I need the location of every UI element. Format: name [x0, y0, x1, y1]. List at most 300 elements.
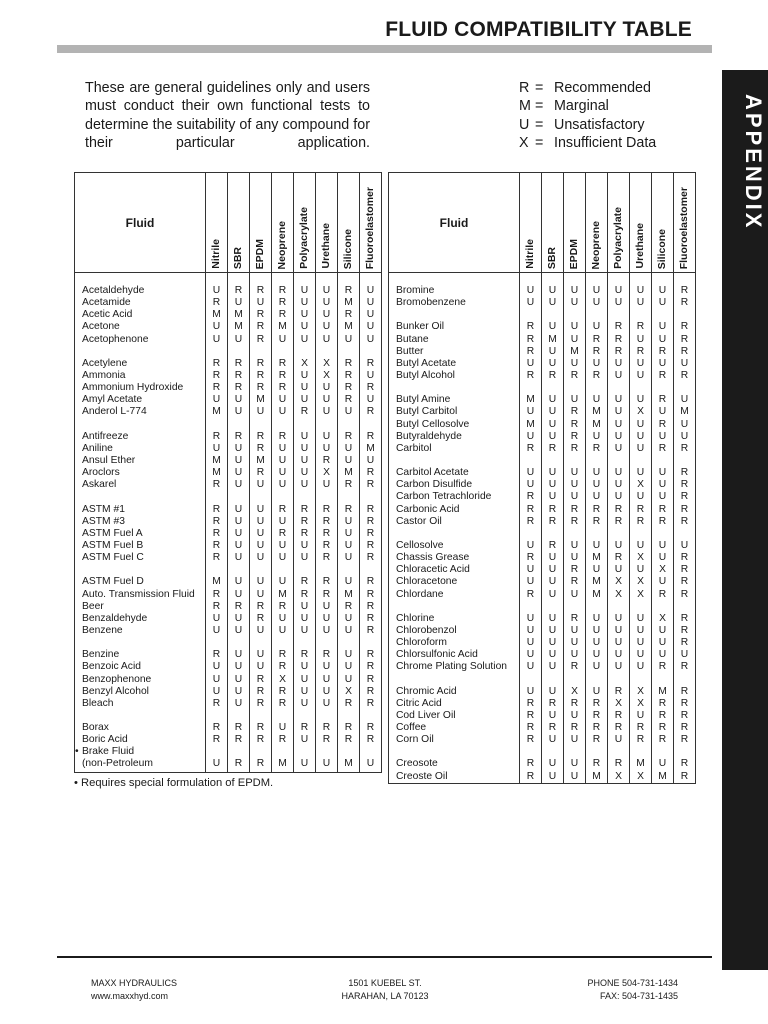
- rating-cell: U: [636, 661, 645, 673]
- row-gap: [396, 382, 519, 394]
- row-gap: [338, 346, 359, 358]
- material-header-label: Silicone: [656, 228, 668, 269]
- fluid-name: [82, 321, 205, 333]
- rating-cell: R: [300, 527, 309, 539]
- legend-code: X: [519, 135, 529, 152]
- material-header: [542, 173, 564, 273]
- rating-cell: R: [570, 503, 579, 515]
- footer-address-line2: HARAHAN, LA 70123: [341, 990, 429, 1001]
- rating-cell: R: [366, 673, 375, 685]
- rating-cell: U: [256, 649, 265, 661]
- rating-cell: U: [234, 454, 243, 466]
- row-gap: [586, 382, 607, 394]
- rating-cell: U: [570, 285, 579, 296]
- fluid-name: [82, 540, 205, 552]
- rating-cell: M: [592, 576, 601, 588]
- fluid-names-column: [389, 273, 520, 784]
- fluid-name-text: Coffee: [396, 722, 427, 734]
- rating-cell: R: [658, 697, 667, 709]
- rating-cell: R: [570, 612, 579, 624]
- rating-cell: R: [278, 685, 287, 697]
- row-gap: [652, 601, 673, 613]
- rating-cell: X: [637, 552, 644, 564]
- row-gap: [564, 382, 585, 394]
- legend-equals: =: [535, 116, 544, 133]
- rating-cell: R: [234, 369, 243, 381]
- rating-cell: U: [658, 479, 667, 491]
- fluid-name: [82, 722, 205, 734]
- fluid-name: [396, 540, 519, 552]
- rating-cell: X: [637, 685, 644, 697]
- rating-cell: R: [680, 637, 689, 649]
- row-gap: [338, 710, 359, 722]
- row-gap: [674, 528, 695, 540]
- rating-cell: U: [592, 467, 601, 479]
- fluid-name: [396, 516, 519, 528]
- row-gap: [586, 674, 607, 686]
- rating-cell: R: [344, 369, 353, 381]
- rating-cell: R: [526, 770, 535, 782]
- fluid-name-text: Aniline: [82, 442, 113, 454]
- rating-cell: U: [344, 552, 353, 564]
- fluid-name-text: Ansul Ether: [82, 454, 136, 466]
- rating-cell: U: [256, 576, 265, 588]
- rating-cell: R: [366, 624, 375, 636]
- rating-cell: R: [344, 394, 353, 406]
- rating-cell: U: [658, 321, 667, 333]
- fluid-name: [75, 746, 205, 758]
- rating-cell: U: [658, 576, 667, 588]
- rating-cell: R: [636, 503, 645, 515]
- rating-cell: R: [614, 321, 623, 333]
- row-gap: [82, 346, 205, 358]
- rating-cell: R: [344, 430, 353, 442]
- rating-cell: R: [344, 382, 353, 394]
- rating-cell: R: [256, 285, 265, 296]
- rating-cell: U: [322, 321, 331, 333]
- rating-cell: U: [680, 649, 689, 661]
- rating-cell: U: [234, 515, 243, 527]
- rating-cell: R: [212, 369, 221, 381]
- rating-cell: R: [680, 297, 689, 309]
- fluid-name: [82, 758, 205, 770]
- rating-cell: U: [636, 369, 645, 381]
- rating-cell: U: [570, 321, 579, 333]
- rating-cell: R: [256, 309, 265, 321]
- rating-cell: U: [680, 539, 689, 551]
- rating-cell: R: [278, 600, 287, 612]
- row-gap: [206, 710, 227, 722]
- rating-cell: U: [212, 685, 221, 697]
- rating-cell: U: [322, 685, 331, 697]
- row-gap: [520, 382, 541, 394]
- rating-cell: R: [592, 722, 601, 734]
- rating-cell: U: [658, 637, 667, 649]
- rating-cell: U: [636, 297, 645, 309]
- rating-cell: M: [526, 418, 535, 430]
- legend-code: M: [519, 98, 531, 115]
- row-gap: [652, 382, 673, 394]
- row-gap: [294, 419, 315, 431]
- rating-column: [250, 273, 272, 773]
- rating-cell: U: [614, 430, 623, 442]
- rating-cell: U: [614, 418, 623, 430]
- rating-cell: R: [344, 600, 353, 612]
- rating-cell: R: [636, 345, 645, 357]
- material-header-label: Polyacrylate: [612, 207, 624, 269]
- rating-cell: U: [234, 527, 243, 539]
- row-gap: [338, 419, 359, 431]
- rating-cell: R: [344, 697, 353, 709]
- fluid-name: [396, 443, 519, 455]
- rating-cell: R: [234, 382, 243, 394]
- rating-cell: U: [344, 576, 353, 588]
- rating-cell: R: [680, 624, 689, 636]
- rating-cell: U: [658, 491, 667, 503]
- rating-cell: U: [526, 467, 535, 479]
- row-gap: [564, 746, 585, 758]
- rating-cell: M: [278, 321, 287, 333]
- fluid-name: [396, 419, 519, 431]
- fluid-name: [82, 686, 205, 698]
- rating-cell: M: [344, 297, 353, 309]
- rating-cell: R: [658, 588, 667, 600]
- rating-cell: U: [636, 333, 645, 345]
- rating-cell: U: [548, 406, 557, 418]
- rating-cell: R: [614, 709, 623, 721]
- fluid-name: [396, 734, 519, 746]
- fluid-name-text: Butter: [396, 345, 424, 357]
- row-gap: [608, 382, 629, 394]
- rating-cell: R: [614, 503, 623, 515]
- rating-cell: U: [344, 442, 353, 454]
- rating-cell: R: [570, 564, 579, 576]
- rating-cell: U: [234, 297, 243, 309]
- rating-cell: R: [366, 503, 375, 515]
- rating-cell: X: [615, 588, 622, 600]
- row-gap: [338, 564, 359, 576]
- rating-cell: U: [592, 661, 601, 673]
- rating-cell: R: [366, 552, 375, 564]
- rating-cell: R: [322, 734, 331, 746]
- rating-cell: U: [636, 539, 645, 551]
- rating-cell: U: [680, 418, 689, 430]
- rating-cell: R: [300, 515, 309, 527]
- rating-cell: R: [300, 576, 309, 588]
- rating-cell: R: [570, 406, 579, 418]
- rating-cell: U: [366, 321, 375, 333]
- fluid-name: [82, 661, 205, 673]
- rating-cell: R: [212, 479, 221, 491]
- rating-cell: M: [344, 467, 353, 479]
- row-gap: [652, 528, 673, 540]
- rating-cell: R: [344, 503, 353, 515]
- row-gap: [272, 710, 293, 722]
- row-gap: [272, 491, 293, 503]
- fluid-name-text: Carbon Tetrachloride: [396, 491, 492, 503]
- rating-cell: R: [344, 285, 353, 296]
- rating-cell: U: [636, 357, 645, 369]
- rating-cell: U: [322, 430, 331, 442]
- fluid-name: [396, 431, 519, 443]
- row-gap: [630, 309, 651, 321]
- rating-cell: R: [212, 503, 221, 515]
- rating-cell: R: [234, 430, 243, 442]
- rating-cell: R: [212, 539, 221, 551]
- rating-cell: R: [322, 515, 331, 527]
- fluid-name: [82, 674, 205, 686]
- row-gap: [360, 419, 381, 431]
- rating-cell: U: [658, 649, 667, 661]
- rating-cell: U: [570, 333, 579, 345]
- row-gap: [564, 309, 585, 321]
- rating-cell: U: [322, 309, 331, 321]
- rating-cell: U: [526, 661, 535, 673]
- rating-cell: U: [526, 564, 535, 576]
- row-gap: [542, 382, 563, 394]
- rating-cell: R: [592, 709, 601, 721]
- rating-cell: U: [548, 394, 557, 406]
- fluid-name-text: Cellosolve: [396, 539, 444, 551]
- rating-cell: X: [323, 369, 330, 381]
- rating-cell: U: [212, 321, 221, 333]
- material-header: [608, 173, 630, 273]
- rating-cell: U: [300, 382, 309, 394]
- rating-cell: R: [680, 576, 689, 588]
- rating-cell: U: [592, 297, 601, 309]
- rating-cell: R: [658, 515, 667, 527]
- rating-cell: M: [212, 576, 221, 588]
- row-gap: [630, 601, 651, 613]
- rating-cell: R: [300, 406, 309, 418]
- rating-cell: R: [322, 588, 331, 600]
- table-header-row: [389, 173, 696, 273]
- rating-cell: R: [614, 333, 623, 345]
- rating-cell: U: [344, 454, 353, 466]
- fluid-name: [82, 358, 205, 370]
- rating-cell: R: [680, 491, 689, 503]
- intro-text: [85, 79, 370, 153]
- fluid-name: [82, 528, 205, 540]
- fluid-name-text: Bunker Oil: [396, 321, 445, 333]
- fluid-name-text: Butyl Amine: [396, 394, 451, 406]
- rating-cell: M: [592, 552, 601, 564]
- material-header-label: Silicone: [342, 228, 354, 269]
- rating-cell: R: [592, 345, 601, 357]
- rating-cell: R: [680, 503, 689, 515]
- rating-cell: U: [592, 637, 601, 649]
- rating-cell: M: [256, 394, 265, 406]
- rating-cell: R: [366, 527, 375, 539]
- rating-cell: R: [322, 649, 331, 661]
- rating-cell: R: [300, 588, 309, 600]
- rating-cell: R: [322, 454, 331, 466]
- rating-cell: U: [526, 539, 535, 551]
- rating-cell: U: [570, 539, 579, 551]
- row-gap: [396, 309, 519, 321]
- rating-cell: U: [592, 394, 601, 406]
- rating-cell: U: [548, 770, 557, 782]
- rating-cell: M: [570, 345, 579, 357]
- rating-cell: U: [526, 285, 535, 296]
- rating-cell: [360, 746, 381, 758]
- rating-cell: M: [212, 467, 221, 479]
- row-gap: [520, 674, 541, 686]
- rating-cell: M: [278, 758, 287, 770]
- rating-cell: [294, 746, 315, 758]
- rating-cell: U: [658, 357, 667, 369]
- row-gap: [396, 455, 519, 467]
- fluid-name-text: Benzophenone: [82, 673, 152, 685]
- fluid-name-text: Carbon Disulfide: [396, 479, 473, 491]
- rating-cell: R: [256, 600, 265, 612]
- rating-cell: M: [592, 418, 601, 430]
- rating-cell: R: [680, 709, 689, 721]
- fluid-name: [396, 576, 519, 588]
- fluid-name: [396, 698, 519, 710]
- rating-cell: R: [680, 758, 689, 770]
- rating-cell: R: [526, 734, 535, 746]
- rating-cell: R: [256, 673, 265, 685]
- material-header: [228, 173, 250, 273]
- rating-cell: R: [680, 685, 689, 697]
- fluid-name: [82, 455, 205, 467]
- row-gap: [586, 528, 607, 540]
- rating-cell: M: [344, 321, 353, 333]
- rating-cell: R: [366, 357, 375, 369]
- legend-row: [519, 79, 656, 97]
- rating-cell: U: [344, 515, 353, 527]
- row-gap: [338, 637, 359, 649]
- rating-cell: R: [658, 394, 667, 406]
- rating-cell: R: [658, 442, 667, 454]
- rating-cell: U: [300, 394, 309, 406]
- rating-cell: U: [614, 564, 623, 576]
- fluid-name: [396, 552, 519, 564]
- rating-cell: R: [256, 722, 265, 734]
- rating-cell: U: [234, 624, 243, 636]
- fluid-name: [396, 285, 519, 297]
- rating-cell: R: [278, 649, 287, 661]
- rating-cell: U: [614, 406, 623, 418]
- rating-cell: U: [526, 612, 535, 624]
- row-gap: [674, 601, 695, 613]
- rating-cell: R: [548, 503, 557, 515]
- fluid-name-text: Corn Oil: [396, 734, 434, 746]
- rating-cell: R: [344, 357, 353, 369]
- rating-cell: U: [256, 552, 265, 564]
- rating-cell: X: [637, 697, 644, 709]
- table-body-row: [389, 273, 696, 784]
- fluid-name-text: Benzine: [82, 649, 120, 661]
- fluid-name: [396, 321, 519, 333]
- rating-cell: R: [570, 442, 579, 454]
- rating-cell: R: [366, 734, 375, 746]
- rating-cell: R: [278, 734, 287, 746]
- fluid-name-text: Aroclors: [82, 467, 120, 479]
- fluid-name: [82, 467, 205, 479]
- fluid-name-text: ASTM Fuel B: [82, 539, 144, 551]
- rating-cell: U: [592, 430, 601, 442]
- fluid-name-text: Benzoic Acid: [82, 661, 141, 673]
- rating-cell: R: [366, 406, 375, 418]
- rating-cell: U: [300, 430, 309, 442]
- row-gap: [206, 564, 227, 576]
- rating-cell: R: [526, 321, 535, 333]
- rating-cell: M: [344, 758, 353, 770]
- rating-cell: U: [300, 467, 309, 479]
- row-gap: [630, 528, 651, 540]
- rating-cell: U: [658, 758, 667, 770]
- rating-cell: R: [658, 503, 667, 515]
- fluid-name-text: Carbitol: [396, 442, 432, 454]
- row-gap: [206, 346, 227, 358]
- rating-cell: U: [614, 539, 623, 551]
- rating-cell: R: [344, 479, 353, 491]
- compatibility-table-right: [388, 172, 696, 784]
- rating-cell: U: [526, 357, 535, 369]
- rating-cell: U: [548, 612, 557, 624]
- fluid-name-text: Acetylene: [82, 357, 128, 369]
- rating-cell: U: [548, 552, 557, 564]
- row-gap: [82, 564, 205, 576]
- material-header-label: SBR: [546, 246, 558, 269]
- rating-cell: U: [548, 297, 557, 309]
- rating-cell: U: [278, 394, 287, 406]
- rating-cell: U: [256, 539, 265, 551]
- rating-cell: R: [234, 600, 243, 612]
- fluid-name-text: Chloroform: [396, 637, 447, 649]
- rating-cell: X: [571, 685, 578, 697]
- rating-cell: U: [256, 661, 265, 673]
- title-rule: [57, 45, 712, 53]
- row-gap: [316, 564, 337, 576]
- rating-cell: U: [300, 297, 309, 309]
- rating-cell: [206, 746, 227, 758]
- appendix-tab-label: APPENDIX: [741, 94, 766, 231]
- row-gap: [250, 564, 271, 576]
- rating-cell: U: [322, 673, 331, 685]
- rating-cell: R: [658, 345, 667, 357]
- rating-cell: R: [592, 333, 601, 345]
- rating-cell: U: [636, 394, 645, 406]
- material-header-label: Fluoroelastomer: [364, 186, 376, 269]
- material-header-label: Nitrile: [524, 239, 536, 269]
- rating-cell: U: [322, 394, 331, 406]
- rating-cell: R: [592, 369, 601, 381]
- rating-cell: R: [592, 697, 601, 709]
- material-header: [250, 173, 272, 273]
- rating-cell: R: [256, 467, 265, 479]
- rating-cell: U: [592, 624, 601, 636]
- rating-cell: U: [300, 321, 309, 333]
- row-gap: [338, 491, 359, 503]
- rating-cell: R: [526, 345, 535, 357]
- rating-cell: R: [322, 527, 331, 539]
- rating-cell: U: [366, 454, 375, 466]
- rating-column: [360, 273, 382, 773]
- rating-cell: R: [570, 369, 579, 381]
- intro-paragraph: These are general guidelines only and users must conduct their own functional tests to determine the suitability of any compound for their particular application.: [85, 80, 370, 152]
- fluid-name-text: Acetone: [82, 321, 120, 333]
- rating-cell: U: [614, 637, 623, 649]
- fluid-name-text: Chloracetic Acid: [396, 564, 470, 576]
- rating-cell: R: [680, 285, 689, 296]
- row-gap: [652, 309, 673, 321]
- rating-cell: U: [234, 406, 243, 418]
- rating-cell: U: [212, 673, 221, 685]
- rating-cell: [228, 746, 249, 758]
